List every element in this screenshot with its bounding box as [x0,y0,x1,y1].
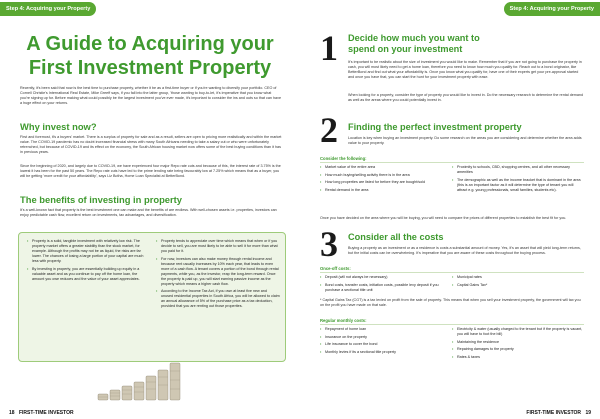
article-title [20,32,280,80]
why-invest-paragraph-1: First and foremost, it's a buyers' market. There is a surplus of property for sale and as a result, sellers are open to pricing more realistically and within the market value. The COVID-19 pandemic has no doubt increased financial stress with many South Africans needing to take a salary cut or who were unfortunately retrenched, but because of COVID-19 and its effect on the economy, the South African housing market now offers some of the best buying conditions than it has in previous years. [20,135,282,155]
onceoff-list-left [320,275,444,295]
benefits-box [18,232,286,362]
monthly-list-left [320,327,444,357]
step-1-paragraph-2: When looking for a property, consider the type of property you would like to invest in. Do the necessary research to determine the rental demand as well as the areas where you could potentially invest in. [348,93,584,103]
why-invest-paragraph-2: Since the beginning of 2020, and largely due to COVID-19, we have experienced four major Repo rate cuts and because of this, the interest rate of 3.75% is the lowest it has been for the past 50 years. The Repo rate cuts have led to the prime lending rate being favourably low at 7.25% which means that as a buyer, you will be getting 'more credit for your affordability', says Liz Botha, Home Loan Specialist at BetterBond. [20,164,281,179]
list-item: • Repayment of home loan [320,327,444,332]
list-item: • Proximity to schools, CBD, shopping centres, and all other necessary amenities [452,165,584,175]
step-1-title-line-2: spend on your investment [348,43,463,54]
benefits-heading: The benefits of investing in property [20,194,182,205]
list-item: • For now, investors can also make money through rental income and because rent usually increases by 10% each year, that leads to even more of a cash flow. A tenant covers a portion of the bond through rental payments, while you, as the investor, reap the long-term reward. Once the property is paid up, you will start earning passive income as the property which means a higher cash flow. [156,257,280,287]
list-item: • Maintaining the residence [452,340,584,345]
consider-label: Consider the following: [320,156,367,161]
benefits-paragraph: It's a well-known fact that property is the best investment one can make and the benefits of are endless. With well-chosen assets i.e. properties, investors can enjoy predictable cash flow, excellent return on investments, tax advantages, and diversification. [20,208,277,218]
magazine-name: FIRST-TIME INVESTOR [526,410,582,416]
why-invest-heading: Why invest now? [20,121,97,132]
title-line-2: First Investment Property [28,57,272,79]
consider-list-right [452,165,584,195]
list-item: • Market value of the entire area [320,165,444,170]
coin-stacks-image [96,360,188,402]
benefits-list-left [27,239,145,284]
list-item: • Property tends to appreciate over time which means that when or if you decide to sell, you are most likely to be able to sell it for more than what you paid for it. [156,239,280,254]
divider [320,324,584,325]
step-2-paragraph: Location is key when buying an investment property. Do some research on the areas you are considering and determine whether the area adds value to your property. [348,136,582,146]
benefits-list-right [156,239,280,312]
list-item: • How much buying/selling activity there is in the area [320,173,444,178]
step-3-title: Consider all the costs [348,232,444,242]
divider [320,272,584,273]
list-item: • Deposit (will not always be necessary) [320,275,444,280]
step-2-after-paragraph: Once you have decided on the area where you will be buying, you will need to compare the prices of different properties to establish the best fit for you. [320,216,567,220]
divider [320,162,584,163]
section-tab: Step 4: Acquiring your Property [0,2,96,16]
step-1-title-line-1: Decide how much you want to [348,33,480,43]
list-item: • According to the Income Tax Act, if you own at least five new and unused residential properties in South Africa, you will be allowed to claim an annual allowance of 5% of the purchase price as a tax deduction, provided that you are renting out those properties. [156,289,280,309]
step-1-number: 1 [320,28,338,68]
list-item: • Monthly levies if its a sectional title property [320,350,444,355]
list-item: • Electricity & water (usually charged to the tenant but if the property is vacant, you will have to foot the bill) [452,327,584,337]
page-footer [526,410,594,416]
step-1-title [348,33,480,54]
step-2-number: 2 [320,110,338,150]
page-number: 18 [9,410,15,416]
step-3-number: 3 [320,224,338,264]
list-item: • Municipal rates [452,275,584,280]
section-tab: Step 4: Acquiring your Property [504,2,600,16]
step-2-title: Finding the perfect investment property [348,122,522,132]
list-item: • Rental demand in the area [320,188,444,193]
onceoff-list-right [452,275,584,290]
list-item: • Rates & taxes [452,355,584,360]
list-item: • Life insurance to cover the bond [320,342,444,347]
intro-paragraph: Recently, it's been said that now is the best time to purchase property, whether it be as a first-time buyer or if you're wanting to diversify your portfolio. CEO of Cornell Christie's International Real Estate, Mike Greeff says, if you fall into the latter group, 'those wanting to buy-to-let, it's imperative that you know what you're signing up for. Before making what could possibly be the largest investment you've ever made, it's important to consider the ins and outs so that can have a huge effect on your returns. [20,86,281,106]
right-page [300,0,600,419]
list-item: • How long properties are listed for before they are bought/sold [320,180,444,185]
consider-list-left [320,165,444,195]
list-item: • Capital Gains Tax* [452,283,584,288]
onceoff-label: Once-off costs: [320,266,351,271]
cgt-footnote: * Capital Gains Tax (CGT) is a tax levied on profit from the sale of property. This means that when you sell your investment property, the government will tax you on the profit you have made on that sale. [320,298,581,308]
list-item: • Bond costs, transfer costs, initiation costs, possible levy deposit if you purchase a sectional title unit [320,283,444,293]
step-3-paragraph: Buying a property as an investment or as a residence is costs a substantial amount of money. Yes, it's an asset that will yield long-term returns, but the initial costs can be overwhelming. It's imperative that you are aware of these costs throughout the buying process. [348,246,581,256]
magazine-name: FIRST-TIME INVESTOR [18,410,74,416]
list-item: • Insurance on the property [320,335,444,340]
list-item: • By investing in property, you are essentially building up equity in a valuable asset and as you continue to pay off the home loan, the amount you owe reduces and the value of your asset appreciates. [27,267,145,282]
page-footer [6,410,74,416]
list-item: • The demographic as well as the income bracket that is dominant in the area (this is an important factor as it will determine the type of tenant you will attract e.g. young professionals, small families, students etc). [452,178,584,193]
monthly-list-right [452,327,584,362]
step-1-paragraph-1: It's important to be realistic about the size of investment you would like to make. Remember that if you are not going to purchase the property in cash, you will most likely need to get a home loan, therefore you need to know how much you qualify for. Reach out to a bond originator, like BetterBond and find out what your affordability is. Once you know what you qualify for, have one of their experts get your pre-approval started and once you have that, you can start the hunt for your investment property with ease. [348,60,582,80]
monthly-label: Regular monthly costs: [320,318,367,323]
list-item: • Repairing damages to the property [452,347,584,352]
title-line-1: A Guide to Acquiring your [26,33,274,55]
list-item: • Property is a solid, tangible investment with relatively low risk. The property market offers a greater stability than the stock market, for example. Although the profits may not be as liquid, the risks are far lower. The chances of losing a large portion of your capital are much less with property. [27,239,145,264]
page-number: 19 [585,410,591,416]
